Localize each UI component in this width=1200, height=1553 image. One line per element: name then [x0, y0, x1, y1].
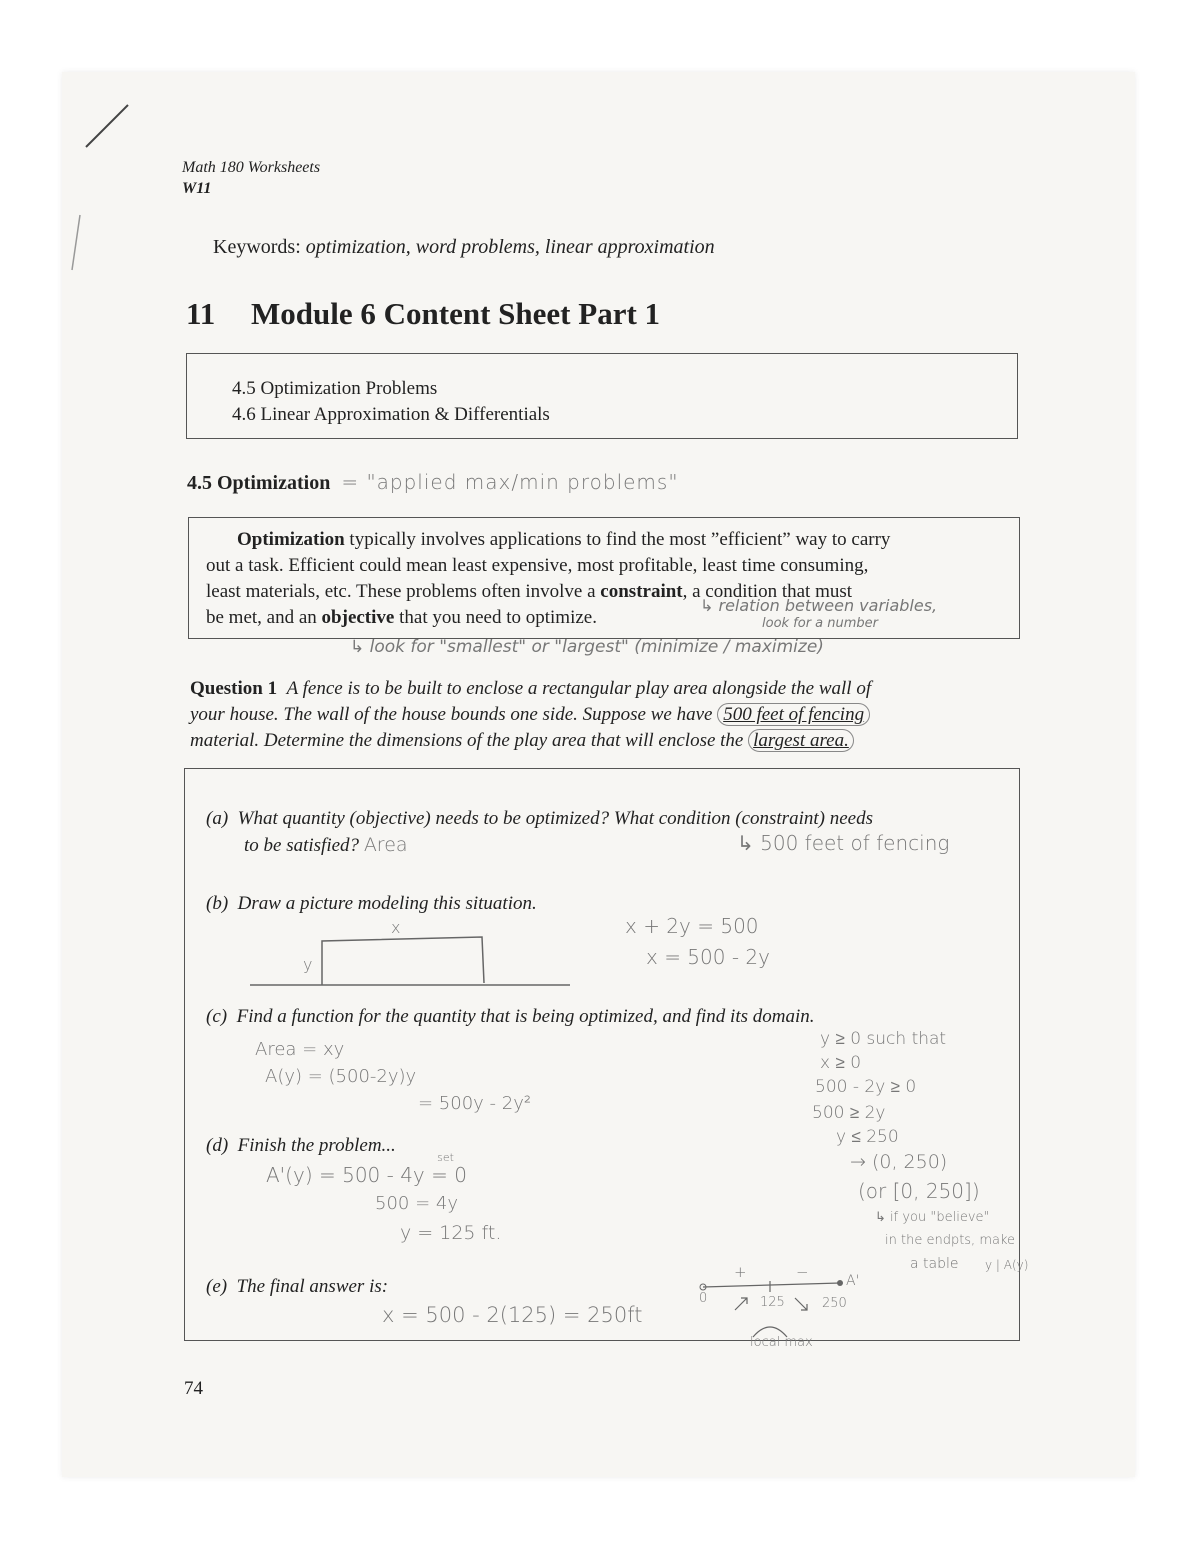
solve-step: 500 = 4y — [375, 1193, 458, 1214]
decreasing-arrow — [795, 1298, 807, 1310]
sign-minus: − — [796, 1263, 809, 1281]
definition-text: typically involves applications to find the most ”efficient” way to carry — [344, 529, 891, 550]
note-number: look for a number — [762, 616, 879, 631]
part-label: (a) — [206, 808, 229, 829]
tick-label-250: 250 — [822, 1296, 847, 1311]
part-e — [206, 1276, 388, 1298]
tick-label-125: 125 — [760, 1295, 785, 1310]
table-header: y | A(y) — [985, 1258, 1029, 1272]
question-text: A fence is to be built to enclose a rectangular play area alongside the wall of — [286, 678, 872, 699]
answer-constraint: ↳ 500 feet of fencing — [737, 831, 950, 855]
fence-rectangle — [322, 937, 484, 985]
heading-note: = "applied max/min problems" — [341, 470, 679, 494]
local-max-note: local max — [750, 1335, 813, 1350]
domain-step: x ≥ 0 — [820, 1053, 862, 1073]
domain-step: y ≤ 250 — [836, 1127, 899, 1147]
domain-step: 500 - 2y ≥ 0 — [815, 1077, 917, 1097]
part-text: Finish the problem... — [237, 1135, 396, 1156]
tick-label-0: 0 — [699, 1291, 708, 1306]
question-text: your house. The wall of the house bounds one side. Suppose we have — [190, 704, 718, 725]
worksheet-code: W11 — [182, 180, 212, 197]
part-text: Draw a picture modeling this situation. — [237, 893, 537, 914]
domain-interval: → (0, 250) — [850, 1151, 948, 1173]
definition-text: that you need to optimize. — [394, 607, 597, 628]
heading-title: 4.5 Optimization — [187, 472, 331, 494]
keywords-label: Keywords: — [213, 236, 301, 258]
critical-point: y = 125 ft. — [400, 1222, 502, 1244]
definition-text: least materials, etc. These problems often involve a — [206, 581, 601, 602]
question-label: Question 1 — [190, 678, 278, 699]
domain-note: ↳ if you "believe" — [875, 1210, 990, 1225]
circled-fencing: 500 feet of fencing — [717, 703, 870, 726]
equation-x: x = 500 - 2y — [646, 945, 770, 969]
answer-objective: Area — [363, 834, 408, 856]
label-y: y — [303, 955, 313, 974]
label-x: x — [391, 918, 401, 937]
part-text: What quantity (objective) needs to be optimized? What condition (constraint) needs — [237, 808, 873, 829]
derivative-expr: A'(y) = 500 - 4y — [266, 1163, 425, 1187]
derivative-equation — [266, 1151, 467, 1187]
circled-largest-area: largest area. — [748, 729, 854, 752]
keywords-list: optimization, word problems, linear approximation — [305, 236, 715, 258]
equation-constraint: x + 2y = 500 — [625, 914, 759, 938]
definition-text: out a task. Efficient could mean least expensive, most profitable, least time consuming, — [206, 555, 869, 576]
domain-note: a table — [910, 1256, 959, 1272]
header — [182, 157, 320, 199]
part-label: (d) — [206, 1135, 229, 1156]
a-prime-label: A' — [846, 1273, 860, 1289]
function-area: Area = xy — [255, 1039, 345, 1060]
number-line — [703, 1283, 840, 1287]
part-label: (b) — [206, 893, 229, 914]
keywords-line — [213, 236, 715, 259]
section-name: Module 6 Content Sheet Part 1 — [251, 296, 661, 331]
topics-box — [186, 353, 1018, 439]
definition-text: be met, and an — [206, 607, 322, 628]
optimization-heading — [187, 470, 679, 495]
increasing-arrow — [735, 1298, 747, 1310]
section-title — [186, 296, 660, 332]
definition-text: , a condition that must — [682, 581, 853, 602]
note-objective: ↳ look for "smallest" or "largest" (minimize / maximize) — [350, 637, 824, 657]
final-answer: x = 500 - 2(125) = 250ft — [382, 1303, 643, 1327]
part-d — [206, 1135, 396, 1157]
page-number: 74 — [184, 1378, 203, 1399]
set-equals: = 0 — [431, 1163, 467, 1187]
section-number: 11 — [186, 296, 216, 331]
sign-plus: + — [734, 1263, 747, 1281]
definition-box — [188, 517, 1020, 639]
course-name: Math 180 Worksheets — [182, 159, 321, 176]
set-label: set — [437, 1151, 454, 1164]
domain-step: y ≥ 0 such that — [820, 1029, 947, 1049]
part-text: to be satisfied? — [244, 835, 360, 856]
domain-note: in the endpts, make — [885, 1233, 1016, 1248]
part-c — [206, 1006, 815, 1028]
function-a-of-y: A(y) = (500-2y)y — [265, 1066, 417, 1087]
term-optimization: Optimization — [237, 529, 345, 550]
part-b — [206, 893, 537, 915]
question-1 — [190, 676, 1030, 754]
topic-item: 4.6 Linear Approximation & Differentials — [232, 404, 550, 425]
term-objective: objective — [321, 607, 395, 628]
part-label: (c) — [206, 1006, 228, 1027]
domain-step: 500 ≥ 2y — [812, 1103, 886, 1123]
term-constraint: constraint — [600, 581, 683, 602]
part-text: Find a function for the quantity that is being optimized, and find its domain. — [236, 1006, 815, 1027]
function-expanded: = 500y - 2y² — [418, 1093, 532, 1114]
domain-closed-interval: (or [0, 250]) — [858, 1179, 980, 1203]
part-label: (e) — [206, 1276, 228, 1297]
part-text: The final answer is: — [236, 1276, 389, 1297]
question-text: material. Determine the dimensions of the play area that will enclose the — [190, 730, 749, 751]
pen-mark — [70, 95, 140, 275]
topic-item: 4.5 Optimization Problems — [232, 378, 438, 399]
note-constraint: ↳ relation between variables, — [700, 596, 938, 615]
fence-diagram — [250, 915, 580, 995]
endpoint-250 — [837, 1280, 843, 1286]
